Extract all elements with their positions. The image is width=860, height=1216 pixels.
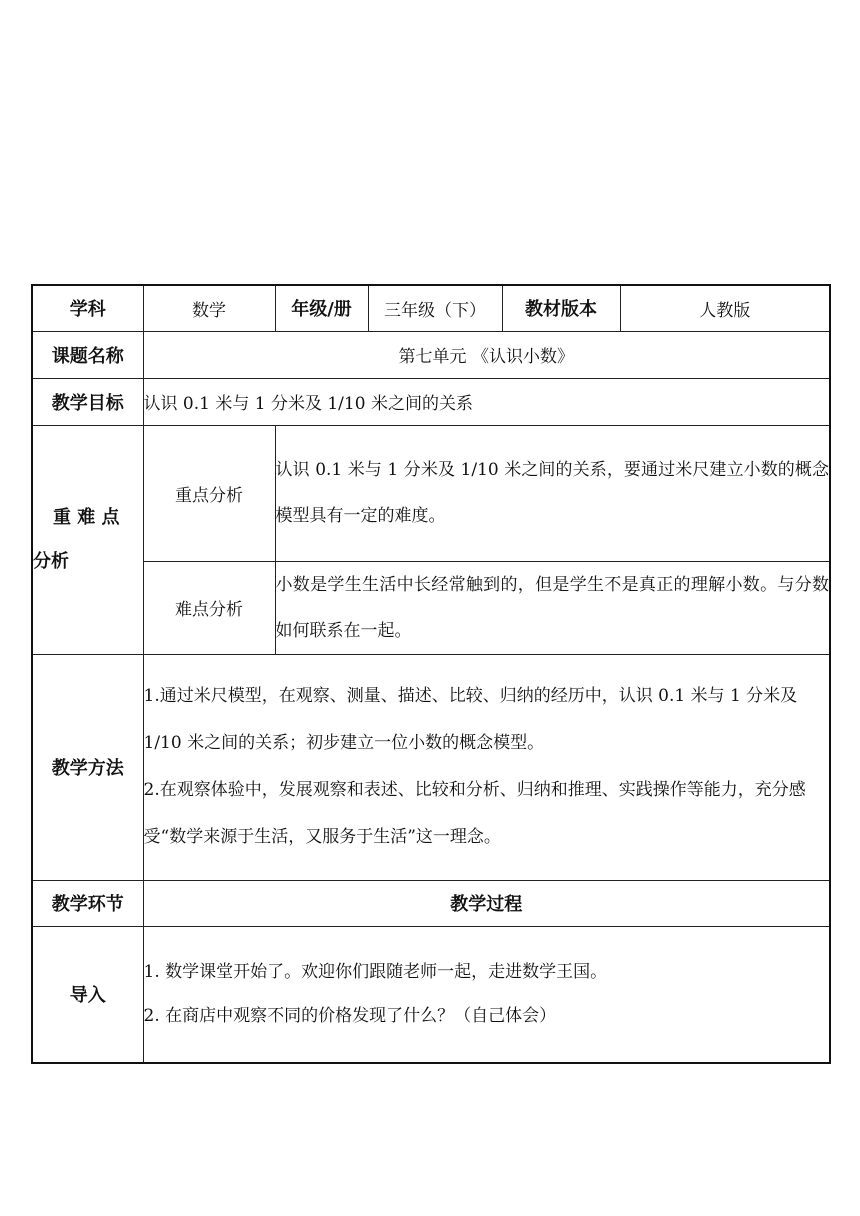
method-row — [32, 654, 830, 880]
topic-row — [32, 331, 830, 378]
method-label: 教学方法 — [32, 654, 143, 880]
goal-value: 认识 0.1 米与 1 分米及 1/10 米之间的关系 — [143, 378, 830, 425]
grade-label: 年级/册 — [275, 285, 368, 331]
analysis-label — [32, 425, 143, 654]
subject-value: 数学 — [143, 285, 275, 331]
topic-value: 第七单元 《认识小数》 — [143, 331, 830, 378]
method-content — [143, 654, 830, 880]
intro-label: 导入 — [32, 926, 143, 1063]
key-analysis-row — [32, 425, 830, 561]
process-header-row — [32, 880, 830, 926]
analysis-label-line1: 重 难 点 — [53, 506, 120, 528]
intro-content — [143, 926, 830, 1063]
analysis-label-line2: 分析 — [33, 550, 69, 572]
intro-row — [32, 926, 830, 1063]
header-row — [32, 285, 830, 331]
edition-value: 人教版 — [620, 285, 830, 331]
goal-label: 教学目标 — [32, 378, 143, 425]
intro-line-2: 2. 在商店中观察不同的价格发现了什么？（自己体会） — [143, 1006, 557, 1027]
subject-label: 学科 — [32, 285, 143, 331]
method-item-2: 2.在观察体验中，发展观察和表述、比较和分析、归纳和推理、实践操作等能力，充分感受“数学来源于生活，又服务于生活”这一理念。 — [143, 780, 806, 847]
method-item-1: 1.通过米尺模型，在观察、测量、描述、比较、归纳的经历中，认识 0.1 米与 1 分米及 1/10 米之间的关系；初步建立一位小数的概念模型。 — [143, 686, 798, 753]
goal-row — [32, 378, 830, 425]
stage-header: 教学环节 — [32, 880, 143, 926]
difficult-analysis-row — [32, 561, 830, 654]
difficult-analysis-text: 小数是学生生活中长经常触到的，但是学生不是真正的理解小数。与分数如何联系在一起。 — [275, 561, 830, 654]
edition-label: 教材版本 — [502, 285, 620, 331]
process-header: 教学过程 — [143, 880, 830, 926]
difficult-analysis-label: 难点分析 — [143, 561, 275, 654]
lesson-plan-table — [31, 284, 831, 1064]
intro-line-1: 1. 数学课堂开始了。欢迎你们跟随老师一起，走进数学王国。 — [143, 962, 608, 983]
key-analysis-text: 认识 0.1 米与 1 分米及 1/10 米之间的关系，要通过米尺建立小数的概念模型具有一定的难度。 — [275, 425, 830, 561]
grade-value: 三年级（下） — [368, 285, 502, 331]
key-analysis-label: 重点分析 — [143, 425, 275, 561]
topic-label: 课题名称 — [32, 331, 143, 378]
